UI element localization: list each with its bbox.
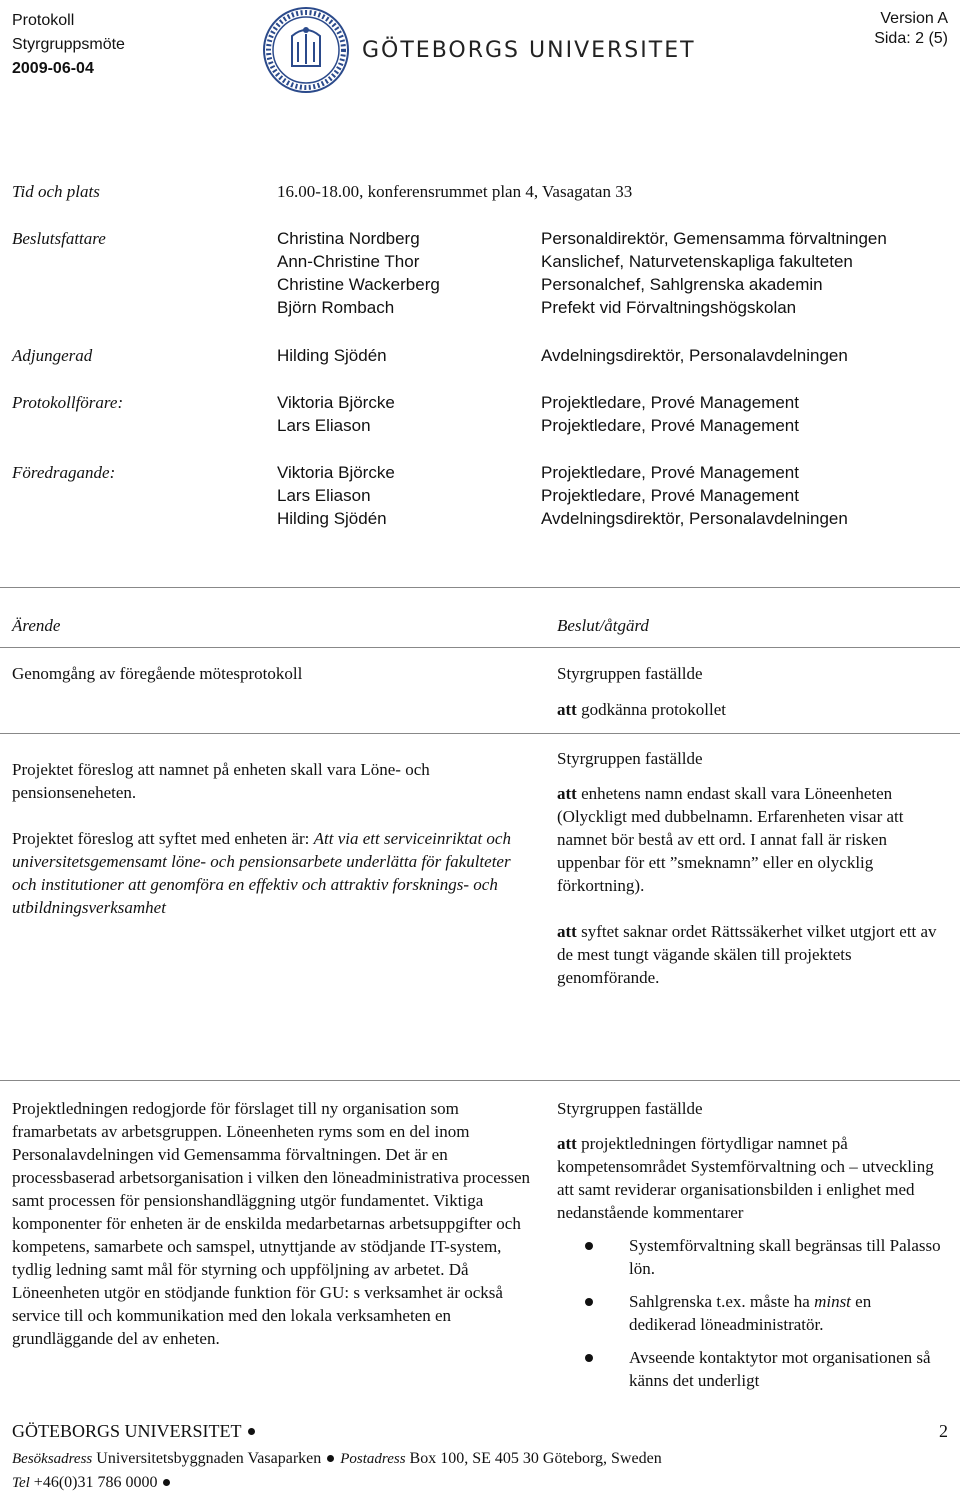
university-wordmark: GÖTEBORGS UNIVERSITET bbox=[362, 38, 696, 63]
person-name: Hilding Sjödén bbox=[277, 509, 387, 528]
person-name: Viktoria Björcke bbox=[277, 393, 395, 412]
time-place-value: 16.00-18.00, konferensrummet plan 4, Vasagatan 33 bbox=[277, 182, 633, 201]
doc-type: Protokoll bbox=[12, 12, 75, 29]
person-role: Projektledare, Prové Management bbox=[541, 486, 799, 505]
column-header-decision: Beslut/åtgärd bbox=[557, 616, 649, 635]
adjunct-label: Adjungerad bbox=[12, 346, 93, 365]
att-keyword: att bbox=[557, 1134, 577, 1153]
row2-rule bbox=[0, 1080, 960, 1081]
column-header-matter: Ärende bbox=[12, 616, 61, 635]
decision-text: syftet saknar ordet Rättssäkerhet vilket utgjort ett av de mest tungt vägande skälen till projektets genomförande. bbox=[557, 922, 937, 987]
row3-decision-lead: Styrgruppen faställde bbox=[557, 1099, 703, 1118]
row2-matter-purpose: Att via ett serviceinriktat och universitetsgemensamt löne- och pensionsarbete underlätta för fakulteter och institutioner att genomföra en effektiv och attraktiv forsknings- och utbildningsverksamhet bbox=[12, 829, 511, 917]
table-top-rule bbox=[0, 587, 960, 588]
secretaries-roles bbox=[541, 391, 799, 437]
person-role: Avdelningsdirektör, Personalavdelningen bbox=[541, 346, 848, 365]
row1-rule bbox=[0, 733, 960, 734]
person-role: Personalchef, Sahlgrenska akademin bbox=[541, 275, 823, 294]
presenters-names bbox=[277, 461, 395, 530]
footer-page-number: 2 bbox=[939, 1421, 948, 1441]
decision-makers-names bbox=[277, 227, 440, 319]
row2-decision bbox=[557, 747, 937, 989]
person-role: Personaldirektör, Gemensamma förvaltningen bbox=[541, 229, 887, 248]
decision-text: godkänna protokollet bbox=[576, 700, 727, 719]
person-name: Lars Eliason bbox=[277, 486, 371, 505]
row3-matter: Projektledningen redogjorde för förslaget till ny organisation som framarbetats av arbetsgruppen. Löneenheten ryms som en del inom Personalavdelningen vid Gemensamma förvaltningen. Det är en processbaserad arbetsorganisation i vilken den löneadministrativa processen samt processen för pensionshandläggning utgör fundamentet. Viktiga komponenter för enheten är de enskilda medarbetarnas arbetsuppgifter och kompetens, samarbete och samspel, utnyttjande av stödjande IT-system, tydlig ledning samt mål för styrning och uppföljning av arbetet. Då Löneenheten utgör en stödjande funktion för GU: s verksamhet är också service till och kommunikation med den lokala verksamheten en grundläggande del av enheten. bbox=[12, 1099, 531, 1348]
university-seal-logo bbox=[262, 6, 350, 94]
person-name: Christina Nordberg bbox=[277, 229, 420, 248]
person-role: Projektledare, Prové Management bbox=[541, 393, 799, 412]
bullet-icon bbox=[585, 1354, 593, 1362]
decision-makers-roles bbox=[541, 227, 887, 319]
person-role: Avdelningsdirektör, Personalavdelningen bbox=[541, 509, 848, 528]
row2-matter-p1: Projektet föreslog att namnet på enheten skall vara Löne- och pensionseneheten. bbox=[12, 760, 430, 802]
row1-decision bbox=[557, 698, 726, 721]
row2-matter bbox=[12, 758, 522, 919]
version-label: Version A bbox=[880, 10, 948, 27]
person-name: Hilding Sjödén bbox=[277, 346, 387, 365]
list-item: Sahlgrenska t.ex. måste ha minst en dedikerad löneadministratör. bbox=[557, 1290, 942, 1336]
row2-decision-p2 bbox=[557, 920, 937, 989]
list-item: Avseende kontaktytor mot organisationen så känns det underligt bbox=[557, 1346, 942, 1392]
footer-university: GÖTEBORGS UNIVERSITET bbox=[12, 1420, 261, 1443]
bullet-icon bbox=[327, 1455, 334, 1462]
person-name: Christine Wackerberg bbox=[277, 275, 440, 294]
list-item: Systemförvaltning skall begränsas till Palasso lön. bbox=[557, 1234, 942, 1280]
person-name: Björn Rombach bbox=[277, 298, 395, 317]
secretaries-names bbox=[277, 391, 395, 437]
row2-decision-lead: Styrgruppen faställde bbox=[557, 749, 703, 768]
person-role: Projektledare, Prové Management bbox=[541, 463, 799, 482]
presenters-label: Föredragande: bbox=[12, 463, 116, 482]
decision-makers-label: Beslutsfattare bbox=[12, 229, 106, 248]
bullet-icon bbox=[585, 1298, 593, 1306]
row2-decision-p1 bbox=[557, 782, 937, 897]
footer-addresses: Besöksadress Universitetsbyggnaden Vasaparken Postadress Box 100, SE 405 30 Göteborg, Sweden bbox=[12, 1450, 662, 1467]
person-name: Ann-Christine Thor bbox=[277, 252, 420, 271]
row3-decision-text bbox=[557, 1132, 942, 1224]
bullet-icon bbox=[248, 1428, 255, 1435]
presenters-roles bbox=[541, 461, 848, 530]
row1-matter: Genomgång av föregående mötesprotokoll bbox=[12, 664, 303, 683]
person-role: Projektledare, Prové Management bbox=[541, 416, 799, 435]
row1-decision-lead: Styrgruppen faställde bbox=[557, 664, 703, 683]
footer-phone: Tel +46(0)31 786 0000 bbox=[12, 1471, 176, 1495]
secretaries-label: Protokollförare: bbox=[12, 393, 124, 412]
bullet-icon bbox=[585, 1242, 593, 1250]
time-place-label: Tid och plats bbox=[12, 182, 100, 201]
person-role: Prefekt vid Förvaltningshögskolan bbox=[541, 298, 797, 317]
att-keyword: att bbox=[557, 922, 577, 941]
page-label: Sida: 2 (5) bbox=[874, 30, 948, 47]
att-keyword: att bbox=[557, 700, 577, 719]
bullet-icon bbox=[163, 1479, 170, 1486]
meeting-name: Styrgruppsmöte bbox=[12, 36, 125, 53]
row3-decision bbox=[557, 1097, 942, 1392]
row2-matter-intro: Projektet föreslog att syftet med enheten är: bbox=[12, 829, 314, 848]
person-role: Kanslichef, Naturvetenskapliga fakulteten bbox=[541, 252, 853, 271]
table-header-rule bbox=[0, 647, 960, 648]
meeting-date: 2009-06-04 bbox=[12, 60, 94, 77]
decision-text: enhetens namn endast skall vara Löneenheten (Olyckligt med dubbelnamn. Erfarenheten visar att namnet bör bestå av ett ord. I annat fall är risken uppenbar för ett ”smeknamn” eller en olycklig förkortning). bbox=[557, 784, 904, 895]
person-name: Lars Eliason bbox=[277, 416, 371, 435]
att-keyword: att bbox=[557, 784, 577, 803]
row2-matter-p2 bbox=[12, 827, 522, 919]
decision-text: projektledningen förtydligar namnet på kompetensområdet Systemförvaltning och – utveckling att samt reviderar organisationsbilden i enlighet med nedanstående kommentarer bbox=[557, 1134, 934, 1222]
comment-list bbox=[557, 1234, 942, 1392]
person-name: Viktoria Björcke bbox=[277, 463, 395, 482]
